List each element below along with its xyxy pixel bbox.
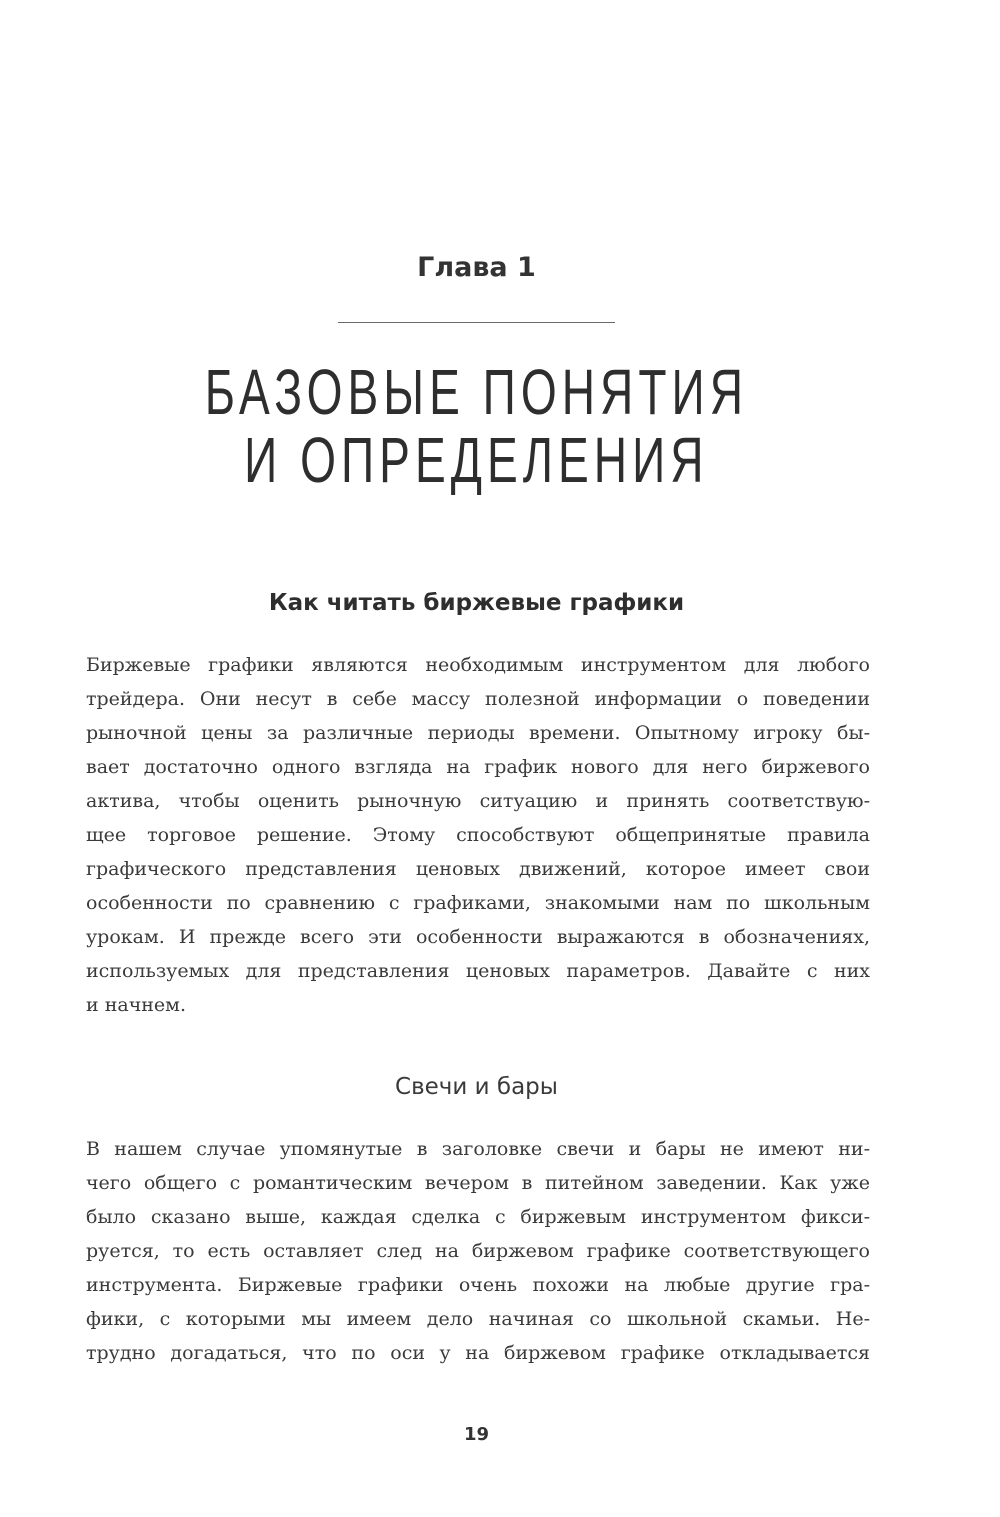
- paragraph-line: было сказано выше, каждая сделка с биржевым инструментом фикси-: [86, 1206, 870, 1228]
- section-paragraph: [86, 648, 870, 1022]
- paragraph-line: трейдера. Они несут в себе массу полезной информации о поведении: [86, 688, 870, 710]
- paragraph-line: Биржевые графики являются необходимым инструментом для любого: [86, 654, 870, 676]
- subsection-paragraph: [86, 1132, 870, 1370]
- paragraph-line: актива, чтобы оценить рыночную ситуацию и принять соответствую-: [86, 790, 870, 812]
- paragraph-line: трудно догадаться, что по оси y на биржевом графике откладывается: [86, 1342, 870, 1364]
- chapter-title-line-2: И ОПРЕДЕЛЕНИЯ: [244, 424, 709, 496]
- chapter-title: [133, 358, 819, 494]
- paragraph-line: особенности по сравнению с графиками, знакомыми нам по школьным: [86, 892, 870, 914]
- paragraph-line: щее торговое решение. Этому способствуют общепринятые правила: [86, 824, 870, 846]
- chapter-divider: [338, 322, 615, 323]
- paragraph-line: графического представления ценовых движений, которое имеет свои: [86, 858, 870, 880]
- paragraph-line: урокам. И прежде всего эти особенности выражаются в обозначениях,: [86, 926, 870, 948]
- paragraph-line: используемых для представления ценовых параметров. Давайте с них: [86, 960, 870, 982]
- paragraph-line: и начнем.: [86, 994, 186, 1016]
- section-heading: Как читать биржевые графики: [268, 590, 685, 616]
- paragraph-line: фики, с которыми мы имеем дело начиная со школьной скамьи. Не-: [86, 1308, 870, 1330]
- paragraph-line: чего общего с романтическим вечером в питейном заведении. Как уже: [86, 1172, 870, 1194]
- paragraph-line: руется, то есть оставляет след на биржевом графике соответствующего: [86, 1240, 870, 1262]
- chapter-label: Глава 1: [417, 252, 536, 283]
- subsection-heading: Свечи и бары: [395, 1074, 558, 1100]
- paragraph-line: рыночной цены за различные периоды времени. Опытному игроку бы-: [86, 722, 870, 744]
- page-number: 19: [463, 1424, 490, 1445]
- chapter-title-line-1: БАЗОВЫЕ ПОНЯТИЯ: [204, 356, 749, 428]
- paragraph-line: В нашем случае упомянутые в заголовке свечи и бары не имеют ни-: [86, 1138, 870, 1160]
- paragraph-line: инструмента. Биржевые графики очень похожи на любые другие гра-: [86, 1274, 870, 1296]
- paragraph-line: вает достаточно одного взгляда на график нового для него биржевого: [86, 756, 870, 778]
